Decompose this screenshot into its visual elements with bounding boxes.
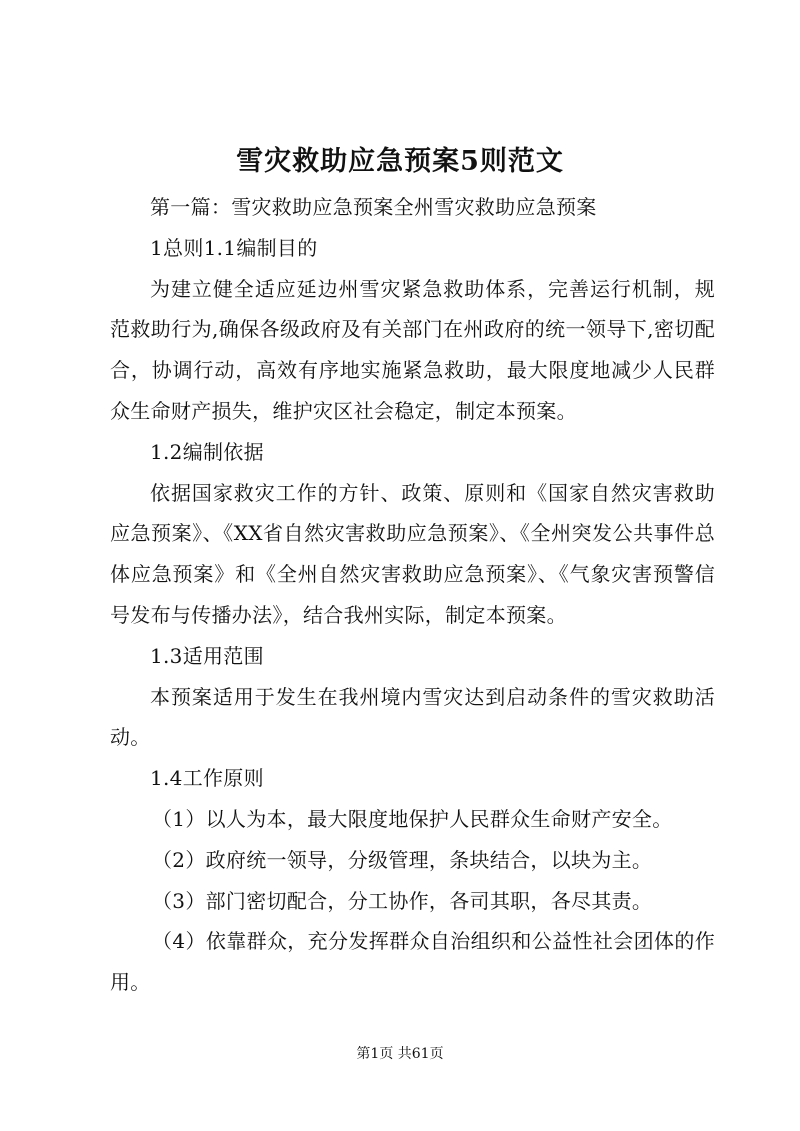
document-title: 雪灾救助应急预案5则范文 — [236, 146, 564, 177]
list-item: （4）依靠群众，充分发挥群众自治组织和公益性社会团体的作用。 — [110, 929, 715, 995]
subsection-heading: 1总则1.1编制目的 — [150, 235, 318, 260]
list-item: （2）政府统一领导，分级管理，条块结合，以块为主。 — [152, 847, 653, 872]
body-paragraph: 为建立健全适应延边州雪灾紧急救助体系，完善运行机制，规范救助行为,确保各级政府及有关部门在州政府的统一领导下,密切配合，协调行动，高效有序地实施紧急救助，最大限度地减少人民群众生命财产损失，维护灾区社会稳定，制定本预案。 — [110, 276, 715, 423]
section-heading: 第一篇：雪灾救助应急预案全州雪灾救助应急预案 — [150, 195, 597, 219]
list-item: （1）以人为本，最大限度地保护人民群众生命财产安全。 — [152, 806, 673, 831]
subsection-heading: 1.3适用范围 — [150, 643, 264, 668]
subsection-heading: 1.4工作原则 — [150, 766, 264, 791]
document-body — [110, 187, 715, 1003]
subsection-heading: 1.2编制依据 — [150, 439, 264, 464]
list-item: （3）部门密切配合，分工协作，各司其职，各尽其责。 — [152, 888, 653, 913]
page-footer: 第1页 共61页 — [356, 1046, 444, 1062]
body-paragraph: 依据国家救灾工作的方针、政策、原则和《国家自然灾害救助应急预案》、《XX省自然灾害救助应急预案》、《全州突发公共事件总体应急预案》和《全州自然灾害救助应急预案》、《气象灾害预警信号发布与传播办法》，结合我州实际，制定本预案。 — [110, 480, 715, 627]
body-paragraph: 本预案适用于发生在我州境内雪灾达到启动条件的雪灾救助活动。 — [110, 684, 715, 750]
